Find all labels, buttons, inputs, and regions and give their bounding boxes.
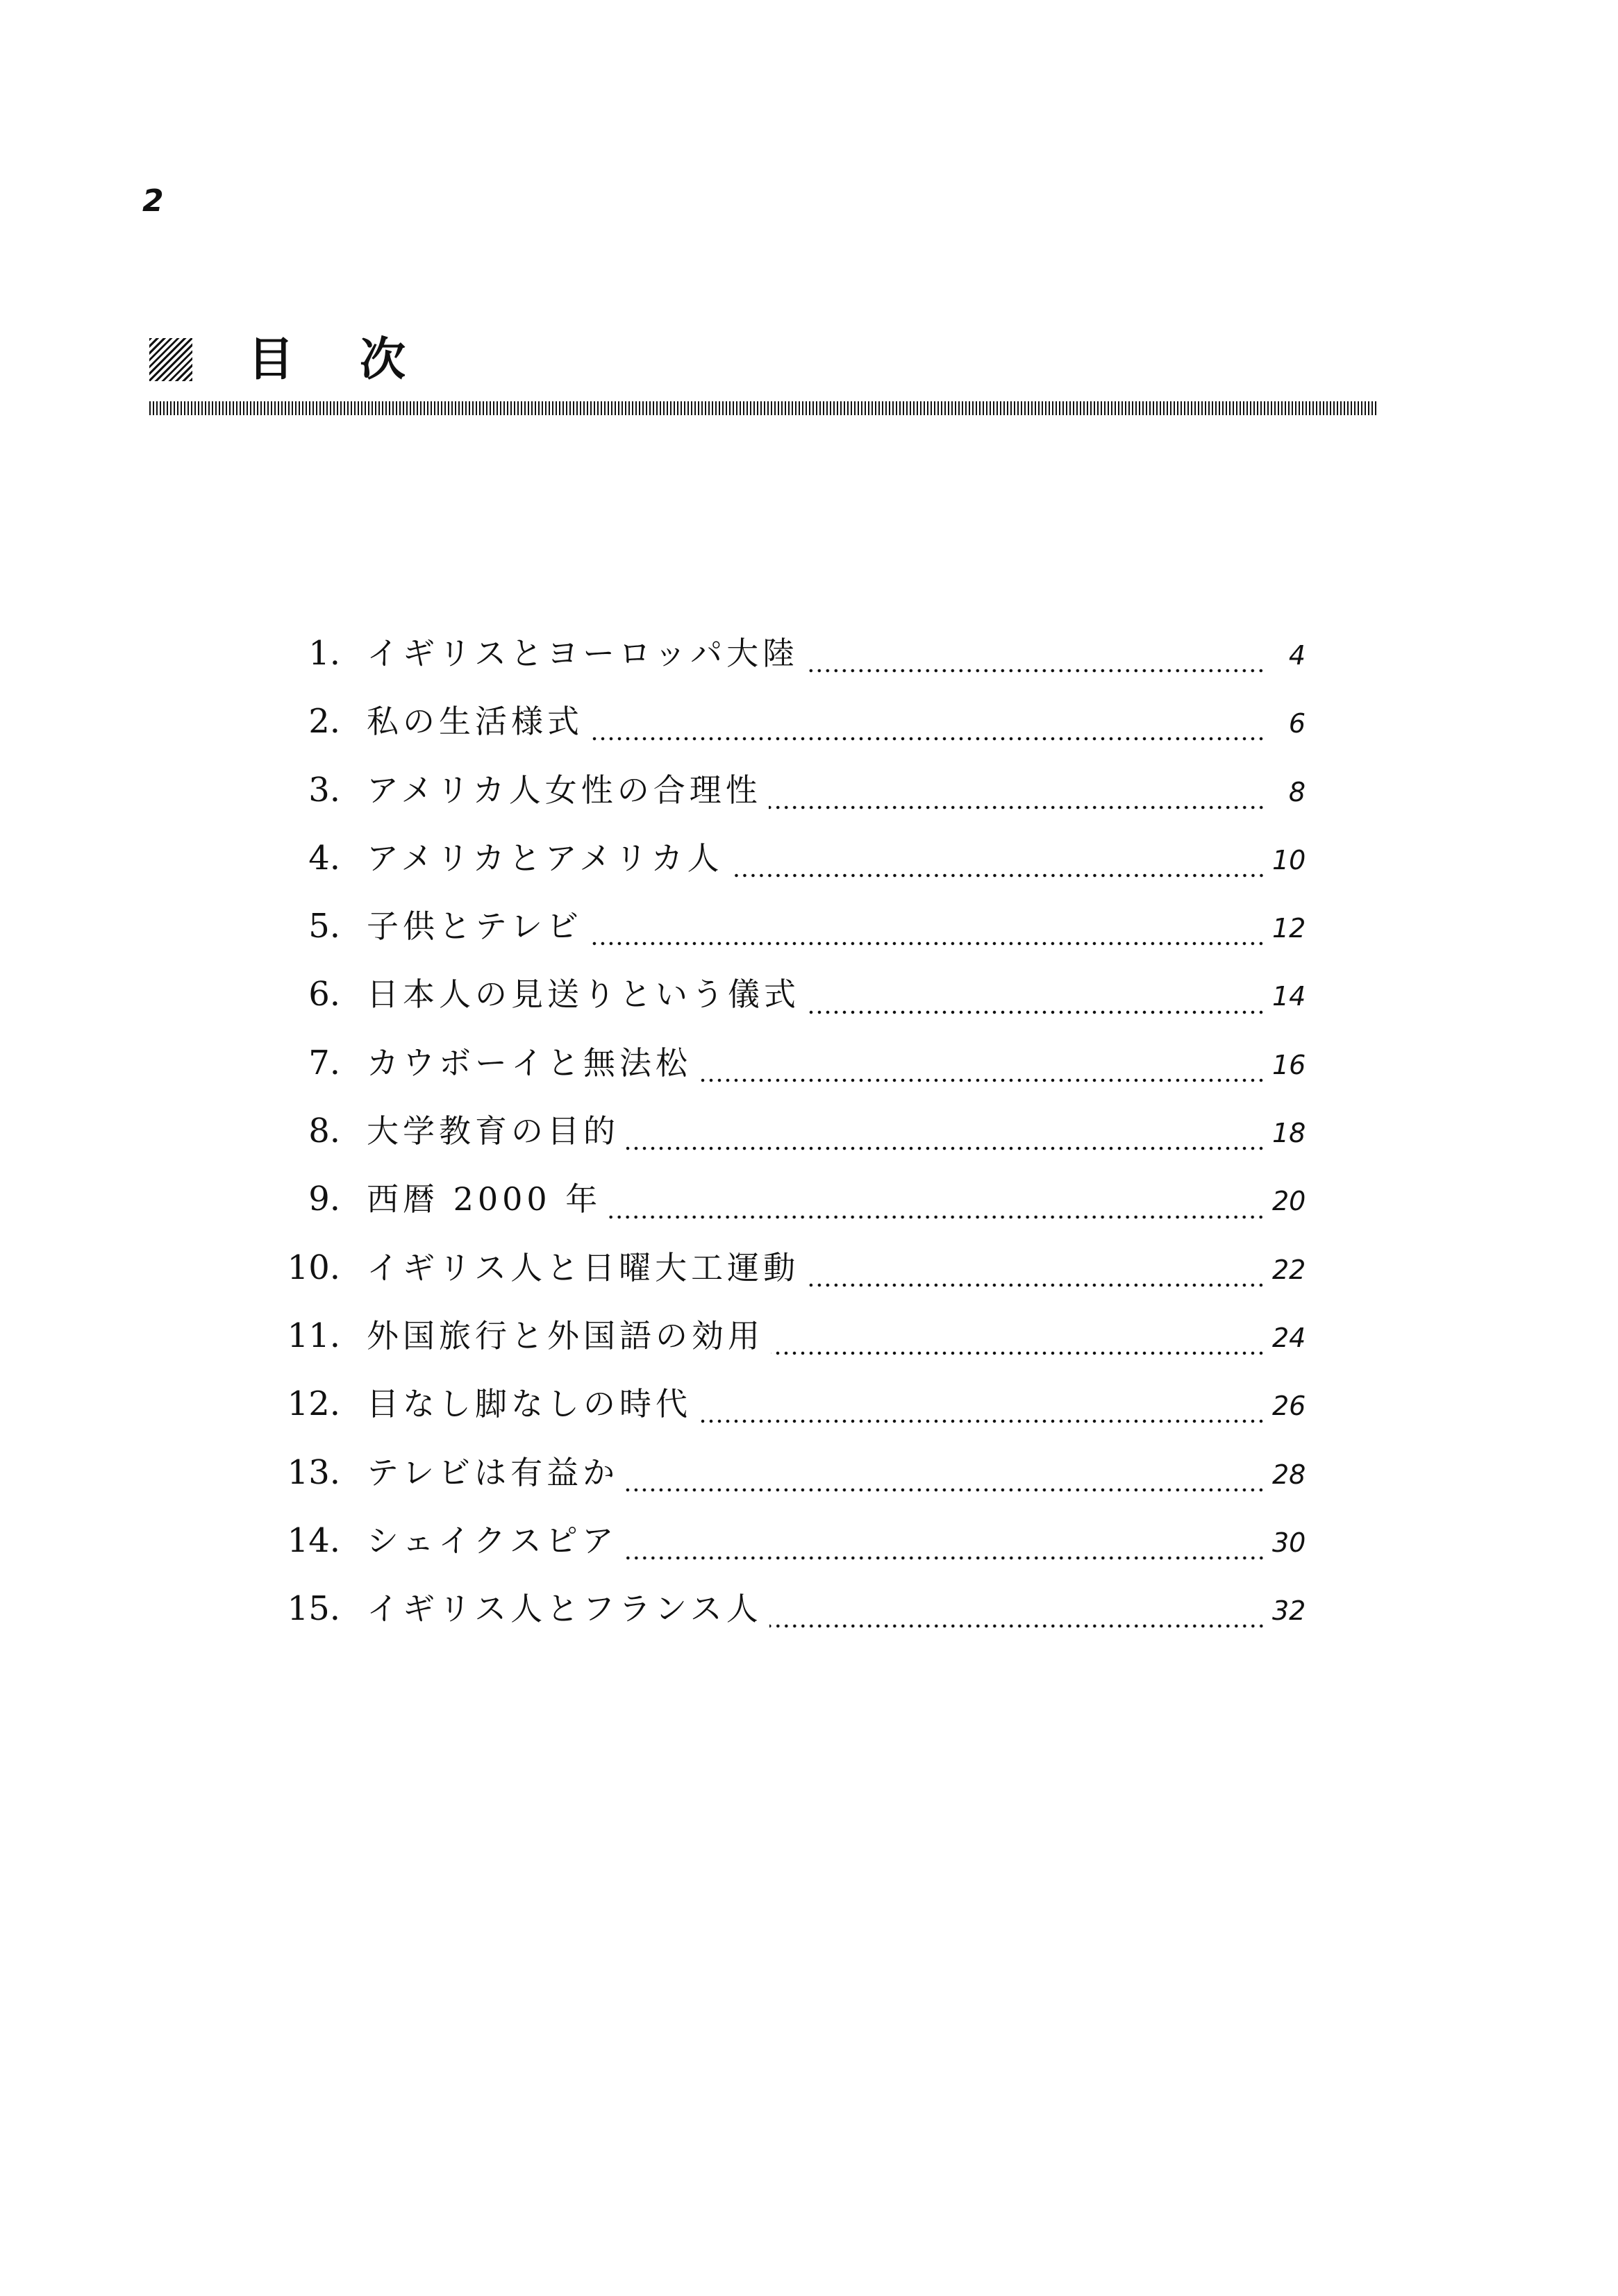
page-title: 目 次	[248, 333, 431, 386]
toc-title: アメリカとアメリカ人	[367, 839, 724, 877]
toc-page: 32	[1272, 1595, 1306, 1627]
toc-number: 10.	[287, 1248, 340, 1287]
dot-leader	[608, 1215, 1265, 1219]
toc-page: 26	[1272, 1391, 1306, 1422]
toc-title: 大学教育の目的	[367, 1112, 619, 1150]
toc-entry-7[interactable]	[250, 1038, 1306, 1106]
toc-title: 目なし脚なしの時代	[367, 1385, 692, 1423]
toc-page: 4	[1288, 640, 1306, 671]
toc-entry-11[interactable]	[250, 1311, 1306, 1379]
page-number: 2	[142, 183, 164, 219]
dot-leader	[699, 1078, 1265, 1082]
toc-number: 9.	[308, 1180, 340, 1219]
toc-number: 1.	[308, 634, 340, 673]
toc-title: 私の生活様式	[367, 703, 583, 741]
dot-leader	[807, 1010, 1265, 1014]
toc-page: 20	[1272, 1186, 1306, 1217]
toc-entry-1[interactable]	[250, 628, 1306, 696]
toc-title: アメリカ人女性の合理性	[367, 771, 762, 809]
table-of-contents	[250, 628, 1306, 1652]
toc-title: カウボーイと無法松	[367, 1044, 692, 1082]
toc-page: 10	[1272, 844, 1306, 875]
toc-page: 8	[1288, 776, 1306, 807]
hatched-square-icon	[149, 338, 192, 381]
toc-number: 2.	[308, 702, 340, 741]
toc-entry-5[interactable]	[250, 901, 1306, 969]
toc-title: テレビは有益か	[367, 1453, 619, 1491]
toc-number: 3.	[308, 770, 340, 810]
dot-leader	[590, 941, 1265, 946]
toc-number: 7.	[308, 1043, 340, 1082]
heading-rule	[149, 401, 1378, 415]
toc-title: イギリスとヨーロッパ大陸	[367, 635, 799, 672]
toc-number: 15.	[287, 1589, 340, 1629]
toc-number: 4.	[308, 838, 340, 878]
toc-title: 外国旅行と外国語の効用	[367, 1316, 764, 1355]
dot-leader	[806, 1283, 1265, 1287]
toc-entry-2[interactable]	[250, 696, 1306, 764]
dot-leader	[626, 1488, 1265, 1492]
toc-entry-14[interactable]	[250, 1516, 1306, 1584]
toc-page: 24	[1272, 1322, 1306, 1353]
toc-title: イギリス人とフランス人	[367, 1590, 762, 1628]
toc-number: 11.	[287, 1316, 340, 1355]
dot-leader	[731, 873, 1265, 878]
toc-title: 西暦 2000 年	[367, 1180, 602, 1218]
toc-number: 14.	[287, 1520, 340, 1560]
toc-number: 6.	[308, 975, 340, 1014]
toc-page: 14	[1272, 981, 1306, 1012]
toc-page: 18	[1272, 1118, 1306, 1149]
toc-title: シェイクスピア	[367, 1521, 618, 1559]
toc-number: 12.	[287, 1384, 340, 1424]
toc-number: 13.	[287, 1452, 340, 1492]
toc-page: 16	[1272, 1049, 1306, 1080]
toc-entry-3[interactable]	[250, 765, 1306, 833]
toc-entry-13[interactable]	[250, 1448, 1306, 1516]
dot-leader	[590, 737, 1265, 741]
toc-entry-15[interactable]	[250, 1584, 1306, 1652]
toc-entry-9[interactable]	[250, 1174, 1306, 1242]
dot-leader	[699, 1419, 1265, 1423]
toc-page: 22	[1272, 1254, 1306, 1285]
toc-entry-12[interactable]	[250, 1379, 1306, 1447]
toc-number: 8.	[308, 1112, 340, 1151]
toc-page: 6	[1288, 708, 1306, 739]
toc-number: 5.	[308, 907, 340, 946]
toc-title: 子供とテレビ	[367, 907, 583, 946]
dot-leader	[625, 1556, 1265, 1560]
toc-entry-6[interactable]	[250, 969, 1306, 1037]
toc-entry-8[interactable]	[250, 1106, 1306, 1174]
dot-leader	[771, 1351, 1265, 1355]
toc-entry-4[interactable]	[250, 833, 1306, 901]
toc-page: 28	[1272, 1459, 1306, 1490]
toc-title: 日本人の見送りという儀式	[367, 975, 800, 1014]
dot-leader	[769, 805, 1265, 810]
toc-title: イギリス人と日曜大工運動	[367, 1248, 800, 1287]
toc-heading	[149, 332, 431, 387]
toc-page: 30	[1272, 1527, 1306, 1558]
toc-entry-10[interactable]	[250, 1243, 1306, 1311]
dot-leader	[769, 1624, 1265, 1628]
toc-page: 12	[1272, 913, 1306, 944]
dot-leader	[626, 1146, 1265, 1150]
dot-leader	[806, 669, 1265, 673]
